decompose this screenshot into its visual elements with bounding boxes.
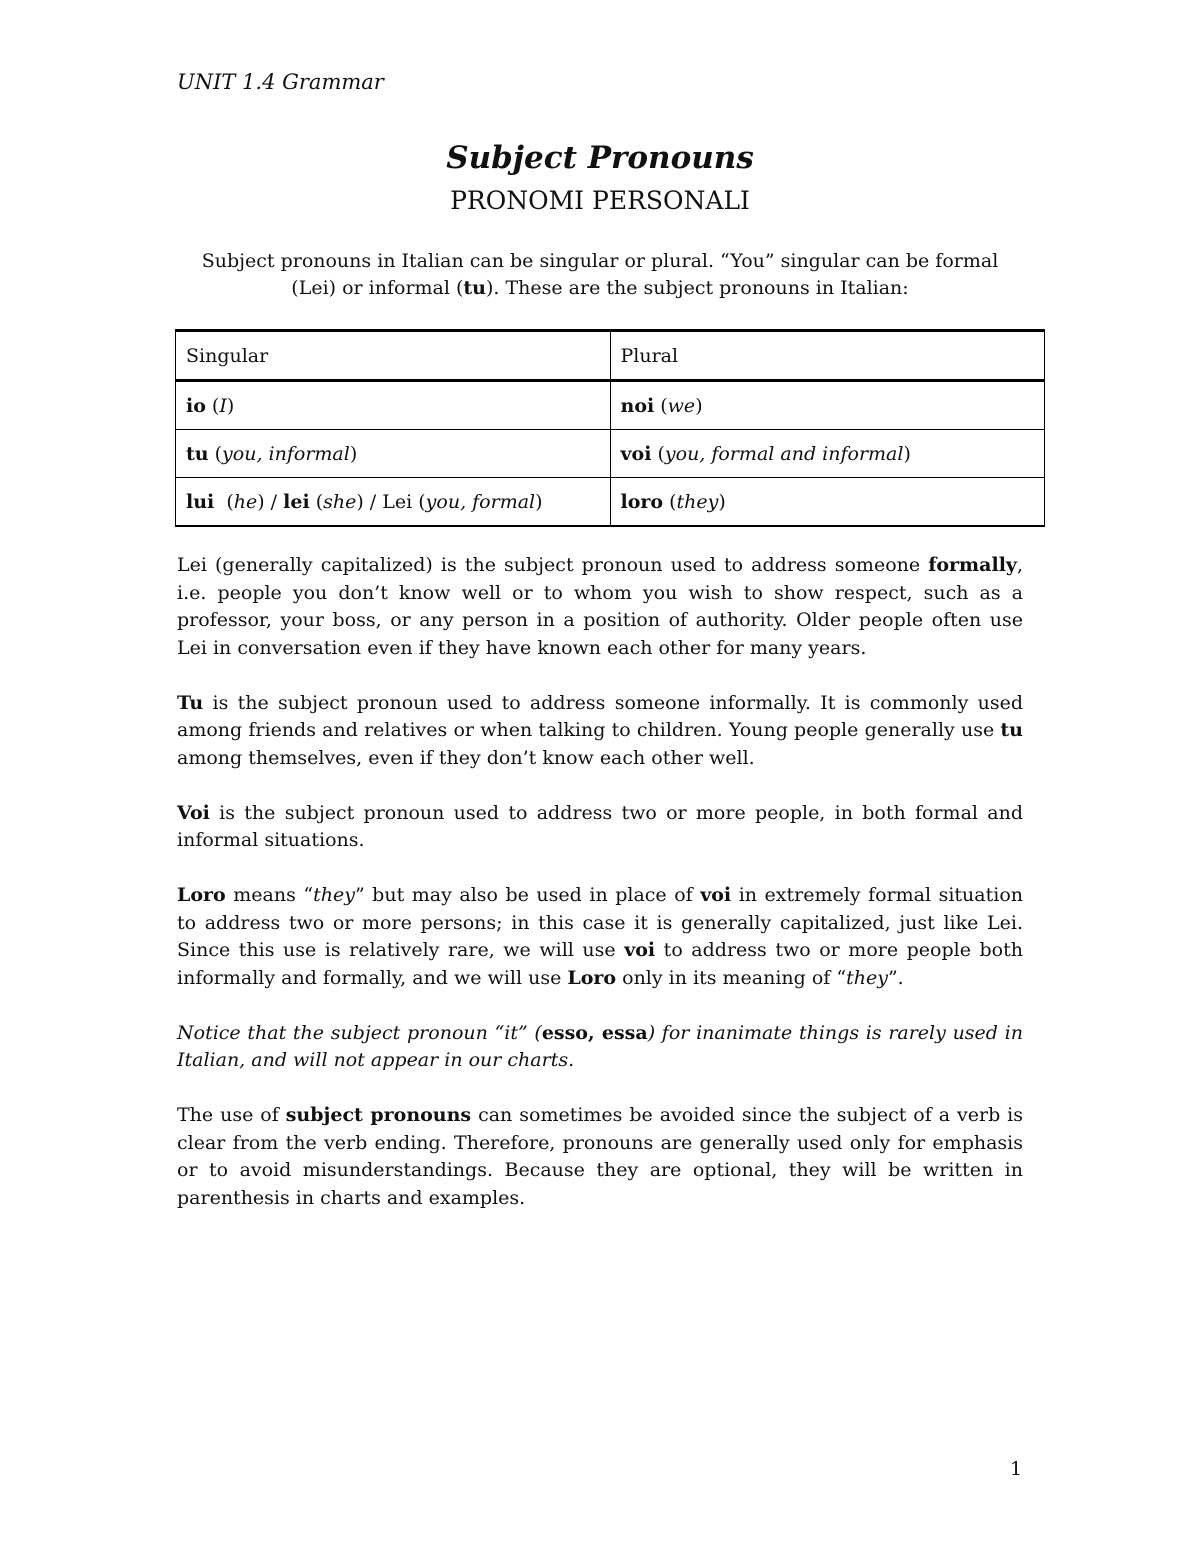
pronoun: lui bbox=[186, 490, 215, 513]
cell-text: ) / bbox=[257, 490, 284, 513]
text: is the subject pronoun used to address someone informally. It is commonly used among friends and relatives or when talking to children. Young people generally use bbox=[177, 691, 1023, 741]
bold-text: voi bbox=[624, 939, 656, 961]
pronoun: voi bbox=[620, 442, 652, 465]
paragraph-tu bbox=[177, 690, 1023, 773]
cell-text: ) bbox=[903, 442, 911, 465]
bold-text: Voi bbox=[177, 801, 210, 824]
cell-text: ) / Lei ( bbox=[356, 490, 426, 513]
text: only in its meaning of “ bbox=[616, 966, 847, 989]
translation: you, formal bbox=[425, 490, 536, 513]
intro-bold-tu: tu bbox=[463, 277, 486, 299]
translation: I bbox=[219, 394, 227, 417]
bold-text: Loro bbox=[177, 884, 226, 906]
bold-text: formally bbox=[928, 554, 1017, 576]
text: , i.e. people you don’t know well or to whom you wish to show respect, such as a professor, your boss, or any person in a position of authority. Older people often use Lei in conversation even if they have known each other for many years. bbox=[177, 554, 1023, 659]
pronoun: tu bbox=[186, 442, 209, 465]
text: in extremely formal situation to address two or more persons; in this case it is generally capitalized, just like Lei. Since this use is relatively rare, we will use bbox=[177, 884, 1023, 961]
text: ”. bbox=[887, 966, 904, 989]
pronoun-table bbox=[175, 329, 1045, 527]
bold-text: Loro bbox=[567, 966, 617, 989]
cell-text: ( bbox=[205, 394, 220, 417]
table-header-row bbox=[176, 331, 1045, 381]
page-number: 1 bbox=[1010, 1458, 1023, 1480]
paragraph-voi bbox=[177, 800, 1023, 855]
cell-plural bbox=[610, 478, 1045, 527]
cell-text: ( bbox=[654, 394, 668, 417]
pronoun: loro bbox=[620, 490, 664, 513]
text: means “ bbox=[225, 884, 314, 906]
italic-text: they bbox=[846, 966, 888, 989]
bold-text: esso, essa bbox=[541, 1021, 648, 1044]
text: among themselves, even if they don’t know each other well. bbox=[177, 746, 755, 769]
cell-singular bbox=[176, 478, 611, 527]
bold-text: Tu bbox=[177, 691, 204, 714]
paragraph-lei bbox=[177, 552, 1023, 662]
text: The use of bbox=[177, 1104, 286, 1126]
bold-text: voi bbox=[700, 884, 732, 906]
table-row bbox=[176, 478, 1045, 527]
page-title: Subject Pronouns bbox=[446, 140, 754, 176]
page-subtitle: PRONOMI PERSONALI bbox=[450, 186, 750, 215]
paragraph-loro bbox=[177, 882, 1023, 992]
text: Lei (generally capitalized) is the subject pronoun used to address someone bbox=[177, 554, 929, 576]
translation: you, informal bbox=[222, 442, 350, 465]
cell-plural bbox=[610, 381, 1045, 430]
text: is the subject pronoun used to address two or more people, in both formal and informal situations. bbox=[177, 801, 1023, 851]
text: to address two or more people both informally and formally, and we will use bbox=[177, 939, 1023, 989]
intro-line-1: Subject pronouns in Italian can be singular or plural. “You” singular can be formal bbox=[201, 250, 999, 272]
pronoun: lei bbox=[283, 490, 310, 513]
bold-text: tu bbox=[1000, 719, 1023, 741]
bold-text: subject pronouns bbox=[285, 1104, 472, 1126]
cell-text: ) bbox=[349, 442, 358, 465]
table-row bbox=[176, 381, 1045, 430]
intro-text: ). These are the subject pronouns in Italian: bbox=[486, 277, 909, 299]
cell-text: ( bbox=[663, 490, 677, 513]
translation: he bbox=[233, 490, 258, 513]
text: Notice that the subject pronoun “it” ( bbox=[177, 1021, 542, 1044]
translation: she bbox=[323, 490, 357, 513]
unit-header: UNIT 1.4 Grammar bbox=[177, 70, 384, 94]
paragraph-note bbox=[177, 1020, 1023, 1075]
intro-text: (Lei) or informal ( bbox=[291, 277, 464, 299]
translation: you, formal and informal bbox=[664, 442, 904, 465]
cell-singular bbox=[176, 430, 611, 478]
table-row bbox=[176, 430, 1045, 478]
body-text bbox=[177, 552, 1023, 1240]
cell-text: ( bbox=[214, 490, 234, 513]
intro-paragraph bbox=[150, 248, 1050, 302]
translation: we bbox=[667, 394, 696, 417]
cell-text: ( bbox=[651, 442, 665, 465]
header-plural: Plural bbox=[610, 331, 1045, 381]
italic-text: they bbox=[313, 884, 355, 906]
cell-text: ) bbox=[718, 490, 726, 513]
header-singular: Singular bbox=[176, 331, 611, 381]
cell-text: ) bbox=[226, 394, 235, 417]
pronoun: io bbox=[186, 394, 206, 417]
text: ) for inanimate things is rarely used in Italian, and will not appear in our charts. bbox=[177, 1021, 1023, 1071]
cell-text: ) bbox=[535, 490, 543, 513]
cell-text: ( bbox=[208, 442, 223, 465]
text: can sometimes be avoided since the subject of a verb is clear from the verb ending. Therefore, pronouns are generally used only for emphasis or to avoid misunderstandings. Because they are optional, they will be written in parenthesis in charts and examples. bbox=[177, 1104, 1024, 1209]
pronoun: noi bbox=[620, 394, 655, 417]
cell-plural bbox=[610, 430, 1045, 478]
paragraph-usage bbox=[177, 1102, 1023, 1212]
text: ” but may also be used in place of bbox=[354, 884, 701, 906]
cell-text: ( bbox=[309, 490, 324, 513]
translation: they bbox=[676, 490, 719, 513]
cell-text: ) bbox=[695, 394, 703, 417]
cell-singular bbox=[176, 381, 611, 430]
